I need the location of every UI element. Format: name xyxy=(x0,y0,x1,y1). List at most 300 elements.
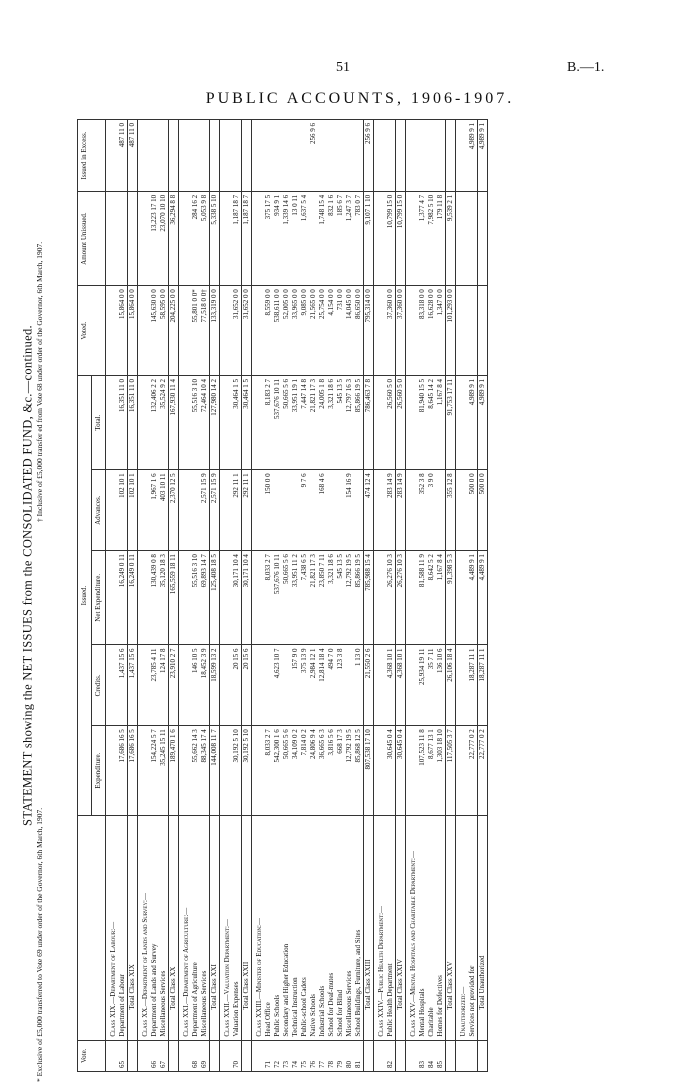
cell-cred xyxy=(406,645,419,726)
cell-cred xyxy=(374,645,387,726)
cell-desc: Class XXIII.—Minister of Education:— xyxy=(252,816,265,1041)
cell-cred xyxy=(106,645,119,726)
cell-desc: Head Office xyxy=(264,816,273,1041)
cell-adv: 352 3 8 xyxy=(418,470,427,551)
cell-net: 50,665 5 6 xyxy=(282,551,291,645)
cell-vote: 78 xyxy=(327,1040,336,1071)
cell-exc: 256 9 6 xyxy=(364,120,374,192)
cell-desc: Class XXIV.—Public Health Department:— xyxy=(374,816,387,1041)
cell-net xyxy=(138,551,151,645)
cell-net: 85,866 19 5 xyxy=(354,551,364,645)
cell-exc xyxy=(456,120,469,192)
cell-voted: 8,559 0 0 xyxy=(264,286,273,376)
cell-vote xyxy=(456,1040,469,1071)
cell-unis xyxy=(374,191,387,285)
cell-net: 7,438 6 5 xyxy=(300,551,309,645)
cell-exc xyxy=(345,120,354,192)
cell-net xyxy=(252,551,265,645)
header-description xyxy=(78,816,106,1041)
cell-voted: 9,085 0 0 xyxy=(300,286,309,376)
cell-voted: 52,005 0 0 xyxy=(282,286,291,376)
cell-tot: 30,464 1 5 xyxy=(232,376,242,470)
cell-tot: 55,516 3 10 xyxy=(191,376,200,470)
cell-desc: Department of Agriculture xyxy=(191,816,200,1041)
cell-desc: Total Class XX xyxy=(169,816,179,1041)
cell-desc: Total Class XXIII xyxy=(364,816,374,1041)
cell-voted: 37,360 0 0 xyxy=(386,286,396,376)
cell-tot: 72,464 10 4 xyxy=(200,376,210,470)
cell-cred xyxy=(456,645,469,726)
cell-exp xyxy=(106,726,119,816)
cell-cred: 124 17 8 xyxy=(159,645,169,726)
cell-vote xyxy=(169,1040,179,1071)
cell-tot: 12,797 16 3 xyxy=(345,376,354,470)
cell-net: 3,321 18 6 xyxy=(327,551,336,645)
cell-exp xyxy=(374,726,387,816)
cell-adv xyxy=(106,470,119,551)
cell-exc xyxy=(318,120,327,192)
cell-exc xyxy=(138,120,151,192)
cell-unis: 9,539 2 1 xyxy=(446,191,456,285)
table-row xyxy=(150,120,159,1072)
cell-exc xyxy=(210,120,220,192)
cell-tot: 33,951 19 1 xyxy=(291,376,300,470)
cell-voted: 15,864 0 0 xyxy=(128,286,138,376)
total-row xyxy=(169,120,179,1072)
cell-voted: 37,360 0 0 xyxy=(396,286,406,376)
cell-unis: 179 11 8 xyxy=(436,191,446,285)
cell-vote xyxy=(374,1040,387,1071)
cell-adv xyxy=(179,470,192,551)
cell-exp: 3,816 5 6 xyxy=(327,726,336,816)
cell-voted: 16,628 0 0 xyxy=(427,286,436,376)
cell-adv: 102 10 1 xyxy=(118,470,128,551)
cell-exp: 117,505 3 7 xyxy=(446,726,456,816)
page-title: PUBLIC ACCOUNTS, 1906-1907. xyxy=(205,90,515,107)
header-total: Total. xyxy=(92,376,106,470)
cell-cred: 375 13 9 xyxy=(300,645,309,726)
cell-cred: 1 13 0 xyxy=(354,645,364,726)
cell-cred: 1,437 15 6 xyxy=(118,645,128,726)
header-advances: Advances. xyxy=(92,470,106,551)
cell-exc xyxy=(191,120,200,192)
cell-voted xyxy=(252,286,265,376)
cell-adv xyxy=(282,470,291,551)
table-row xyxy=(273,120,282,1072)
table-row xyxy=(427,120,436,1072)
cell-adv xyxy=(252,470,265,551)
table-row xyxy=(336,120,345,1072)
cell-net xyxy=(220,551,233,645)
cell-vote xyxy=(396,1040,406,1071)
net-issues-table xyxy=(77,119,488,1072)
cell-exp: 30,192 5 10 xyxy=(232,726,242,816)
cell-net: 165,559 18 11 xyxy=(169,551,179,645)
cell-net: 81,588 11 9 xyxy=(418,551,427,645)
page-number: 51 xyxy=(336,60,350,75)
cell-tot xyxy=(220,376,233,470)
cell-exc xyxy=(273,120,282,192)
document-reference: B.—1. xyxy=(567,60,605,75)
cell-vote: 79 xyxy=(336,1040,345,1071)
cell-vote: 75 xyxy=(300,1040,309,1071)
cell-exp: 12,792 19 5 xyxy=(345,726,354,816)
cell-desc: Mental Hospitals xyxy=(418,816,427,1041)
cell-voted xyxy=(456,286,469,376)
cell-exp: 8,033 2 7 xyxy=(264,726,273,816)
cell-exp: 17,686 16 5 xyxy=(128,726,138,816)
total-row xyxy=(128,120,138,1072)
cell-desc: Miscellaneous Services xyxy=(345,816,354,1041)
cell-unis: 1,748 15 4 xyxy=(318,191,327,285)
cell-voted: 77,518 0 0† xyxy=(200,286,210,376)
cell-voted xyxy=(468,286,478,376)
cell-desc: Class XX.—Department of Lands and Survey:— xyxy=(138,816,151,1041)
cell-adv: 500 0 0 xyxy=(478,470,488,551)
cell-voted: 31,652 0 0 xyxy=(242,286,252,376)
cell-exp: 107,523 11 8 xyxy=(418,726,427,816)
class-heading-row xyxy=(138,120,151,1072)
cell-adv xyxy=(309,470,318,551)
table-row xyxy=(318,120,327,1072)
cell-unis: 783 0 7 xyxy=(354,191,364,285)
cell-voted: 731 0 0 xyxy=(336,286,345,376)
cell-exc: 4,989 9 1 xyxy=(478,120,488,192)
cell-unis xyxy=(406,191,419,285)
cell-exc xyxy=(252,120,265,192)
cell-adv xyxy=(406,470,419,551)
cell-tot: 35,524 9 2 xyxy=(159,376,169,470)
cell-vote: 73 xyxy=(282,1040,291,1071)
cell-cred: 4,623 10 7 xyxy=(273,645,282,726)
cell-desc: Class XXII.—Valuation Department:— xyxy=(220,816,233,1041)
cell-net xyxy=(179,551,192,645)
cell-exc xyxy=(436,120,446,192)
cell-voted: 204,225 0 0 xyxy=(169,286,179,376)
cell-desc: Class XXV.—Mental Hospitals and Charitable Department:— xyxy=(406,816,419,1041)
cell-exp xyxy=(406,726,419,816)
cell-desc: School for Blind xyxy=(336,816,345,1041)
table-row xyxy=(468,120,478,1072)
cell-desc: Department of Labour xyxy=(118,816,128,1041)
cell-net: 35,120 18 3 xyxy=(159,551,169,645)
cell-unis: 10,799 15 0 xyxy=(396,191,406,285)
cell-cred xyxy=(252,645,265,726)
cell-vote: 83 xyxy=(418,1040,427,1071)
cell-desc: Class XIX.—Department of Labour:— xyxy=(106,816,119,1041)
cell-vote: 72 xyxy=(273,1040,282,1071)
cell-voted: 145,630 0 0 xyxy=(150,286,159,376)
cell-unis xyxy=(128,191,138,285)
cell-tot xyxy=(252,376,265,470)
cell-unis: 36,294 8 8 xyxy=(169,191,179,285)
header-vote: Vote. xyxy=(78,1040,106,1071)
cell-cred: 21,550 2 6 xyxy=(364,645,374,726)
cell-vote: 70 xyxy=(232,1040,242,1071)
cell-cred: 23,785 4 11 xyxy=(150,645,159,726)
cell-tot: 167,930 11 4 xyxy=(169,376,179,470)
cell-exp: 7,814 0 2 xyxy=(300,726,309,816)
header-net-expenditure: Net Expenditure. xyxy=(92,551,106,645)
cell-desc: Valuation Expenses xyxy=(232,816,242,1041)
cell-cred xyxy=(220,645,233,726)
table-row xyxy=(418,120,427,1072)
cell-exc xyxy=(406,120,419,192)
cell-exc xyxy=(242,120,252,192)
cell-adv xyxy=(273,470,282,551)
cell-exc xyxy=(300,120,309,192)
cell-cred: 35 7 11 xyxy=(427,645,436,726)
cell-adv: 292 11 1 xyxy=(232,470,242,551)
cell-exc xyxy=(336,120,345,192)
cell-tot: 786,463 7 8 xyxy=(364,376,374,470)
cell-exc xyxy=(179,120,192,192)
cell-vote: 77 xyxy=(318,1040,327,1071)
cell-voted: 14,045 0 0 xyxy=(345,286,354,376)
cell-exp: 34,109 0 2 xyxy=(291,726,300,816)
table-row xyxy=(282,120,291,1072)
cell-desc: Total Class XXV xyxy=(446,816,456,1041)
cell-adv xyxy=(456,470,469,551)
cell-desc: Secondary and Higher Education xyxy=(282,816,291,1041)
cell-exc xyxy=(327,120,336,192)
table-row xyxy=(309,120,318,1072)
cell-vote xyxy=(364,1040,374,1071)
cell-cred: 23,910 2 7 xyxy=(169,645,179,726)
cell-vote xyxy=(468,1040,478,1071)
cell-unis: 10,799 15 0 xyxy=(386,191,396,285)
class-heading-row xyxy=(220,120,233,1072)
cell-vote xyxy=(406,1040,419,1071)
cell-vote xyxy=(128,1040,138,1071)
cell-net: 12,792 19 5 xyxy=(345,551,354,645)
cell-desc: Unauthorized:— xyxy=(456,816,469,1041)
cell-desc: School Buildings, Furniture, and Sites xyxy=(354,816,364,1041)
cell-exc xyxy=(159,120,169,192)
cell-vote: 74 xyxy=(291,1040,300,1071)
cell-exp: 30,192 5 10 xyxy=(242,726,252,816)
cell-net: 26,276 10 3 xyxy=(386,551,396,645)
cell-adv xyxy=(436,470,446,551)
cell-tot: 30,464 1 5 xyxy=(242,376,252,470)
cell-cred: 18,287 11 1 xyxy=(468,645,478,726)
cell-vote: 66 xyxy=(150,1040,159,1071)
total-row xyxy=(446,120,456,1072)
footnote-star: * Exclusive of £5,000 transferred to Vote 69 under order of the Governor, 6th March, 1907. xyxy=(35,807,44,1082)
cell-tot: 26,560 5 0 xyxy=(386,376,396,470)
cell-net: 545 13 5 xyxy=(336,551,345,645)
cell-unis: 5,338 5 10 xyxy=(210,191,220,285)
header-expenditure: Expenditure. xyxy=(92,726,106,816)
cell-exp xyxy=(220,726,233,816)
cell-desc: Native Schools xyxy=(309,816,318,1041)
cell-unis xyxy=(252,191,265,285)
cell-adv: 2,370 12 5 xyxy=(169,470,179,551)
table-row xyxy=(191,120,200,1072)
table-body xyxy=(106,120,488,1072)
cell-tot xyxy=(406,376,419,470)
cell-unis xyxy=(220,191,233,285)
header-credits: Credits. xyxy=(92,645,106,726)
cell-desc: Total Class XXII xyxy=(242,816,252,1041)
cell-adv: 1,967 1 6 xyxy=(150,470,159,551)
cell-net: 130,439 0 8 xyxy=(150,551,159,645)
cell-exp: 22,777 0 2 xyxy=(478,726,488,816)
cell-exc xyxy=(282,120,291,192)
cell-exp: 50,665 5 6 xyxy=(282,726,291,816)
cell-adv: 150 0 0 xyxy=(264,470,273,551)
cell-vote: 85 xyxy=(436,1040,446,1071)
cell-unis xyxy=(106,191,119,285)
cell-net: 21,821 17 3 xyxy=(309,551,318,645)
cell-net: 4,489 9 1 xyxy=(468,551,478,645)
cell-net: 8,033 2 7 xyxy=(264,551,273,645)
cell-exp xyxy=(456,726,469,816)
cell-tot: 7,447 14 8 xyxy=(300,376,309,470)
cell-vote xyxy=(210,1040,220,1071)
cell-net: 1,167 8 4 xyxy=(436,551,446,645)
cell-unis: 832 1 6 xyxy=(327,191,336,285)
cell-voted: 33,965 0 0 xyxy=(291,286,300,376)
cell-vote: 82 xyxy=(386,1040,396,1071)
cell-cred: 146 10 5 xyxy=(191,645,200,726)
table-row xyxy=(264,120,273,1072)
cell-exp: 36,665 6 3 xyxy=(318,726,327,816)
cell-cred: 4,368 10 1 xyxy=(386,645,396,726)
cell-desc: Charitable xyxy=(427,816,436,1041)
cell-voted: 1,347 0 0 xyxy=(436,286,446,376)
cell-unis xyxy=(456,191,469,285)
cell-cred: 20 15 6 xyxy=(232,645,242,726)
cell-tot: 16,351 11 0 xyxy=(128,376,138,470)
header-issued: Issued. xyxy=(78,376,92,816)
table-row xyxy=(327,120,336,1072)
cell-tot: 24,005 1 8 xyxy=(318,376,327,470)
cell-tot: 4,989 9 1 xyxy=(478,376,488,470)
cell-exc xyxy=(264,120,273,192)
cell-vote xyxy=(446,1040,456,1071)
cell-exc: 487 11 0 xyxy=(118,120,128,192)
cell-vote: 69 xyxy=(200,1040,210,1071)
cell-adv: 355 12 8 xyxy=(446,470,456,551)
cell-net: 91,398 5 3 xyxy=(446,551,456,645)
cell-adv xyxy=(220,470,233,551)
cell-exc xyxy=(169,120,179,192)
table-row xyxy=(354,120,364,1072)
cell-desc: Miscellaneous Services xyxy=(200,816,210,1041)
cell-tot xyxy=(456,376,469,470)
cell-desc: Class XXI.—Department of Agriculture:— xyxy=(179,816,192,1041)
cell-exp: 154,224 5 7 xyxy=(150,726,159,816)
class-heading-row xyxy=(406,120,419,1072)
cell-adv xyxy=(374,470,387,551)
cell-adv: 2,571 15 9 xyxy=(210,470,220,551)
cell-net xyxy=(374,551,387,645)
cell-adv: 283 14 9 xyxy=(386,470,396,551)
cell-exc xyxy=(200,120,210,192)
cell-vote: 71 xyxy=(264,1040,273,1071)
cell-net: 30,171 10 4 xyxy=(242,551,252,645)
cell-voted: 15,864 0 0 xyxy=(118,286,128,376)
cell-adv xyxy=(291,470,300,551)
cell-voted: 4,154 0 0 xyxy=(327,286,336,376)
table-row xyxy=(159,120,169,1072)
cell-vote xyxy=(106,1040,119,1071)
cell-vote xyxy=(220,1040,233,1071)
cell-tot: 8,645 14 2 xyxy=(427,376,436,470)
cell-unis: 23,070 10 10 xyxy=(159,191,169,285)
cell-desc: School for Deaf-mutes xyxy=(327,816,336,1041)
cell-exc: 487 11 0 xyxy=(128,120,138,192)
cell-net: 69,893 14 7 xyxy=(200,551,210,645)
cell-net: 23,850 7 11 xyxy=(318,551,327,645)
cell-exp xyxy=(179,726,192,816)
cell-unis: 1,637 5 4 xyxy=(300,191,309,285)
cell-tot: 1,167 8 4 xyxy=(436,376,446,470)
cell-exp: 807,538 17 10 xyxy=(364,726,374,816)
cell-vote: 84 xyxy=(427,1040,436,1071)
header-issued-in-excess: Issued in Excess. xyxy=(78,120,106,192)
cell-voted: 795,314 0 0 xyxy=(364,286,374,376)
cell-cred xyxy=(264,645,273,726)
cell-exc xyxy=(418,120,427,192)
cell-net xyxy=(406,551,419,645)
cell-exp: 22,777 0 2 xyxy=(468,726,478,816)
cell-unis: 375 17 5 xyxy=(264,191,273,285)
cell-tot: 81,940 15 5 xyxy=(418,376,427,470)
cell-vote xyxy=(478,1040,488,1071)
cell-unis: 1,377 4 7 xyxy=(418,191,427,285)
cell-cred: 1,437 15 6 xyxy=(128,645,138,726)
cell-unis xyxy=(309,191,318,285)
cell-tot xyxy=(138,376,151,470)
cell-cred: 18,287 11 1 xyxy=(478,645,488,726)
cell-cred xyxy=(345,645,354,726)
total-row xyxy=(210,120,220,1072)
cell-exc xyxy=(220,120,233,192)
cell-cred xyxy=(138,645,151,726)
cell-cred: 18,599 13 2 xyxy=(210,645,220,726)
cell-desc: Homes for Defectives xyxy=(436,816,446,1041)
cell-adv: 102 10 1 xyxy=(128,470,138,551)
cell-desc: Total Class XXI xyxy=(210,816,220,1041)
cell-exc xyxy=(386,120,396,192)
cell-tot xyxy=(374,376,387,470)
cell-unis: 9,107 1 10 xyxy=(364,191,374,285)
table-row xyxy=(345,120,354,1072)
cell-desc: Total Unauthorized xyxy=(478,816,488,1041)
cell-net: 125,408 18 5 xyxy=(210,551,220,645)
table-row xyxy=(291,120,300,1072)
cell-tot: 537,676 10 11 xyxy=(273,376,282,470)
cell-tot: 132,406 2 2 xyxy=(150,376,159,470)
cell-cred: 20 15 6 xyxy=(242,645,252,726)
cell-unis: 185 6 7 xyxy=(336,191,345,285)
cell-adv: 3 9 0 xyxy=(427,470,436,551)
table-row xyxy=(118,120,128,1072)
cell-cred: 4,368 10 1 xyxy=(396,645,406,726)
cell-cred: 18,452 3 9 xyxy=(200,645,210,726)
cell-net: 8,642 5 2 xyxy=(427,551,436,645)
cell-exp: 8,677 13 1 xyxy=(427,726,436,816)
cell-adv: 283 14 9 xyxy=(396,470,406,551)
cell-voted xyxy=(106,286,119,376)
cell-exp: 85,868 12 5 xyxy=(354,726,364,816)
cell-adv: 168 4 6 xyxy=(318,470,327,551)
cell-desc: Public Health Department xyxy=(386,816,396,1041)
cell-unis: 13,223 17 10 xyxy=(150,191,159,285)
cell-exc xyxy=(291,120,300,192)
